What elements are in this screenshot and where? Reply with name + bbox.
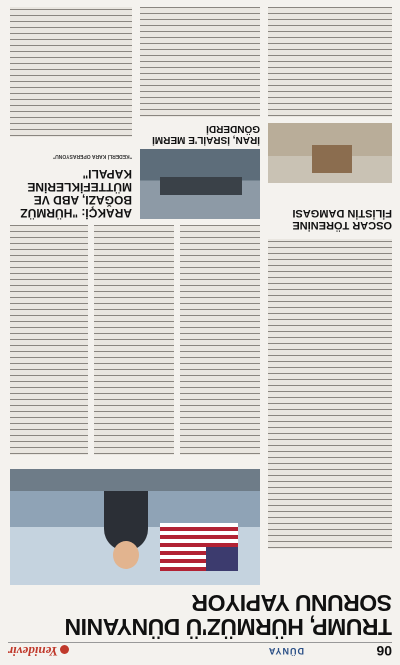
bottom-story-body — [268, 7, 392, 117]
photo-story-body — [140, 7, 260, 117]
page-number: 06 — [376, 643, 392, 659]
photo-story-headline: İRAN, İSRAİL'E MERMİ GÖNDERDİ — [152, 123, 260, 145]
us-flag-icon — [160, 523, 238, 571]
sidebar-body — [10, 7, 132, 137]
body-column — [94, 225, 174, 455]
body-column — [180, 225, 260, 455]
lead-photo — [10, 469, 260, 585]
lead-body-text — [268, 239, 392, 549]
page-header — [8, 642, 392, 659]
photo-story-image — [140, 149, 260, 219]
bottom-story-photo — [268, 123, 392, 183]
newspaper-logo — [8, 643, 69, 659]
photo-ground — [10, 469, 260, 491]
section-label: DÜNYA — [267, 646, 304, 656]
lead-headline: TRUMP, HÜRMÜZ'Ü DÜNYANIN SORUNU YAPIYOR — [65, 590, 392, 640]
sidebar-headline: ARAKÇİ: "HÜRMÜZ BOĞAZI, ABD VE MÜTTEFİKLERİNE KAPALI" — [20, 167, 132, 220]
logo-dot-icon — [60, 645, 69, 654]
photo-figure-head — [113, 541, 139, 569]
body-column — [10, 225, 88, 455]
sidebar-subhead: "KEDERLİ KARA OPERASYONU" — [52, 153, 132, 159]
bottom-story-headline: OSCAR TÖRENİNE FİLİSTİN DAMGASI — [292, 207, 392, 231]
logo-text: Yenidevir — [8, 644, 58, 659]
